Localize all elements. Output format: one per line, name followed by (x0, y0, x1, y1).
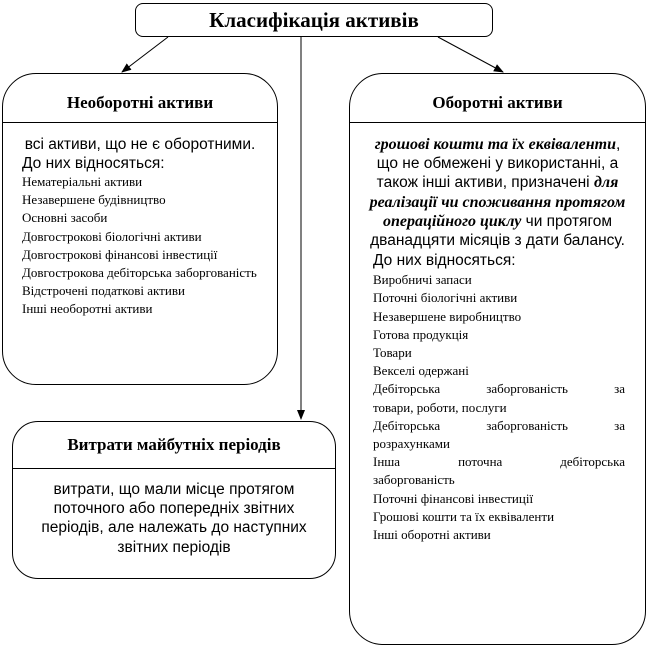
non-current-heading: Необоротні активи (3, 74, 277, 123)
definition-text: чи протягом дванадцяти місяців з дати балансу. (370, 212, 625, 250)
current-intro: До них відносяться: (373, 252, 516, 270)
non-current-definition: всі активи, що не є оборотними. (24, 136, 256, 153)
current-list (373, 271, 625, 544)
list-item: Інші оборотні активи (373, 527, 491, 543)
list-item: розрахунками (373, 436, 450, 452)
definition-emphasis-cycle: для реалізації чи споживання протягом операційного циклу (369, 174, 626, 230)
current-definition (368, 135, 627, 250)
list-item: Незавершене будівництво (22, 192, 166, 208)
arrow-to-current (438, 37, 503, 72)
deferred-definition: витрати, що мали місце протягом поточного або попередніх звітних періодів, але належать до наступних звітних періодів (41, 481, 307, 556)
non-current-assets-box (2, 73, 278, 385)
list-item: Довгострокова дебіторська заборгованість (22, 265, 257, 281)
current-assets-box (349, 73, 646, 645)
list-item: Товари (373, 345, 412, 361)
list-item: заборгованість (373, 472, 455, 488)
non-current-intro: До них відносяться: (22, 155, 165, 172)
list-item: Поточні фінансові інвестиції (373, 490, 534, 506)
classification-title: Класифікація активів (209, 7, 419, 32)
list-item: Готова продукція (373, 326, 469, 342)
list-item: Векселі одержані (373, 363, 469, 379)
definition-text: , що не обмежені у використанні, а також інші активи, призначені (376, 136, 621, 192)
arrow-to-non-current (122, 37, 168, 72)
list-item: Незавершене виробництво (373, 308, 522, 324)
list-item: Відстрочені податкові активи (22, 283, 185, 299)
deferred-heading: Витрати майбутніх періодів (13, 422, 335, 469)
list-item: Нематеріальні активи (22, 174, 143, 189)
list-item: товари, роботи, послуги (373, 399, 507, 415)
list-item: Поточні біологічні активи (373, 290, 518, 306)
current-heading: Оборотні активи (350, 74, 645, 123)
list-item: Основні засоби (22, 210, 108, 226)
classification-title-box (135, 3, 493, 37)
list-item: Довгострокові біологічні активи (22, 228, 202, 244)
definition-emphasis-cash: грошові кошти та їх еквіваленти (374, 136, 616, 153)
non-current-list (22, 173, 267, 319)
list-item: Дебіторська заборгованість за (373, 417, 625, 433)
list-item: Інша поточна дебіторська (373, 454, 625, 470)
list-item: Грошові кошти та їх еквіваленти (373, 508, 555, 524)
list-item: Виробничі запаси (373, 272, 472, 288)
list-item: Дебіторська заборгованість за (373, 381, 625, 397)
list-item: Довгострокові фінансові інвестиції (22, 246, 218, 262)
list-item: Інші необоротні активи (22, 301, 153, 317)
deferred-expenses-box (12, 421, 336, 579)
